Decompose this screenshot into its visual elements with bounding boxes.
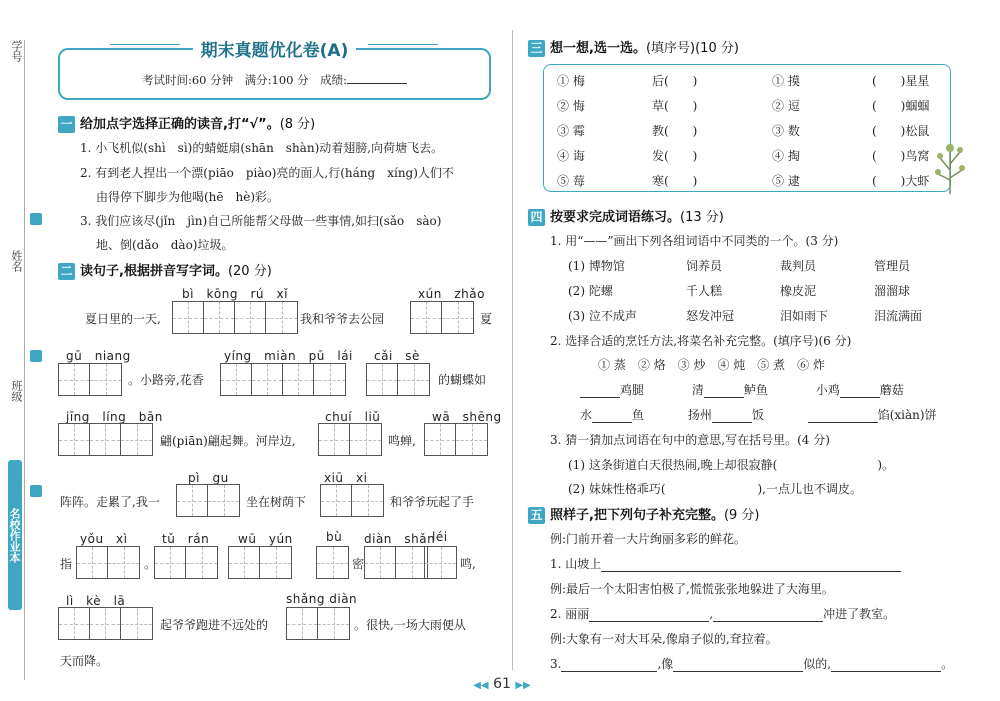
answer-blank[interactable] (713, 621, 823, 622)
passage-text: 阵阵。走累了,我一 (60, 495, 160, 509)
pinyin: tǔ rán (162, 532, 210, 546)
match-left-word: ① 梅 (557, 74, 585, 88)
word-option[interactable]: (1) 博物馆 (568, 259, 625, 273)
char-grid[interactable] (286, 607, 350, 640)
section-5-header: 五 照样子,把下列句子补充完整。(9 分) (528, 504, 760, 524)
s5-q3: 3. ,像 似的, 。 (550, 657, 954, 671)
example-sentence: 例:门前开着一大片绚丽多彩的鲜花。 (550, 532, 747, 546)
cooking-methods: ① 蒸 ② 烙 ③ 炒 ④ 炖 ⑤ 煮 ⑥ 炸 (598, 358, 825, 372)
word-option[interactable]: 泪流满面 (874, 309, 923, 323)
char-grid[interactable] (172, 301, 298, 334)
match-left-word: ④ 诲 (557, 149, 585, 163)
passage-text: 鸣蝉, (388, 434, 416, 448)
dish-row-1: 鸡腿 清 鲈鱼 小鸡 蘑菇 (580, 381, 904, 398)
match-right-blank[interactable]: ( )星星 (872, 74, 930, 88)
name-label: 姓名 (10, 250, 23, 272)
char-grid[interactable] (316, 546, 349, 579)
class-label: 班级 (10, 380, 23, 402)
passage-text: 和爷爷玩起了手 (390, 495, 475, 509)
dish-blank[interactable] (712, 422, 752, 423)
pinyin: xiū xi (324, 471, 368, 485)
s1-item-2[interactable]: 2. 有到老人捏出一个漂(piāo piào)亮的面人,行(háng xíng)人们不 (80, 166, 454, 180)
word-option[interactable]: 怒发冲冠 (686, 309, 735, 323)
pinyin: yíng miàn pū lái (224, 349, 353, 363)
s4-q3a: (1) 这条街道白天很热闹,晚上却很寂静( )。 (568, 458, 894, 472)
word-option[interactable]: (3) 泣不成声 (568, 309, 637, 323)
match-left-blank[interactable]: 后( ) (652, 74, 698, 88)
char-grid[interactable] (318, 423, 382, 456)
match-right-blank[interactable]: ( )蝈蝈 (872, 99, 930, 113)
section-3-header: 三 想一想,选一选。(填序号)(10 分) (528, 37, 739, 57)
passage-text: 天而降。 (60, 654, 109, 668)
series-label (4, 460, 44, 670)
char-grid[interactable] (58, 363, 122, 396)
passage-text: 。小路旁,花香 (128, 373, 204, 387)
match-right-word: ③ 数 (772, 124, 800, 138)
dish-row-2: 水 鱼 扬州 饭 馅(xiàn)饼 (580, 408, 937, 422)
match-right-word: ② 逗 (772, 99, 800, 113)
column-divider (512, 30, 513, 670)
pinyin: shǎng diàn (286, 592, 358, 606)
match-right-word: ④ 掏 (772, 149, 800, 163)
char-grid[interactable] (364, 546, 428, 579)
passage-text: 的蝴蝶如 (438, 373, 487, 387)
section-4-header: 四 按要求完成词语练习。(13 分) (528, 206, 724, 226)
passage-text: 起爷爷跑进不远处的 (160, 618, 269, 632)
s4-q1: 1. 用“——”画出下列各组词语中不同类的一个。(3 分) (550, 234, 839, 248)
pinyin: lì kè lā (66, 594, 126, 608)
score-blank[interactable] (347, 74, 407, 84)
passage-text: 翩(piān)翩起舞。河岸边, (160, 434, 296, 448)
s1-item-3[interactable]: 3. 我们应该尽(jǐn jìn)自己所能帮父母做一些事情,如扫(sǎo sào) (80, 214, 442, 228)
s4-q3: 3. 猜一猜加点词语在句中的意思,写在括号里。(4 分) (550, 433, 830, 447)
section-2-header: 二 读句子,根据拼音写字词。(20 分) (58, 260, 272, 280)
pinyin: wā shēng (432, 410, 502, 424)
section-1-header: 一 给加点字选择正确的读音,打“√”。(8 分) (58, 113, 315, 133)
char-grid[interactable] (366, 363, 430, 396)
pinyin: bù (326, 530, 343, 544)
dish-blank[interactable] (704, 397, 744, 398)
pinyin: xún zhǎo (418, 287, 485, 301)
s5-q1: 1. 山坡上 (550, 555, 901, 572)
pinyin: pì gu (188, 471, 229, 485)
passage-text: 夏日里的一天, (85, 312, 161, 326)
char-grid[interactable] (228, 546, 292, 579)
dish-blank[interactable] (808, 422, 878, 423)
series-name: 名校作业本 (8, 460, 22, 610)
char-grid[interactable] (154, 546, 218, 579)
s1-item-3-cont[interactable]: 地、倒(dǎo dào)垃圾。 (96, 238, 234, 252)
match-left-word: ③ 霉 (557, 124, 585, 138)
page-title: 期末真题优化卷(A) (58, 36, 491, 61)
match-left-blank[interactable]: 寒( ) (652, 174, 698, 188)
plant-illustration (930, 130, 970, 194)
pinyin: jīng líng bān (66, 410, 163, 424)
pinyin: léi (432, 530, 448, 544)
dish-blank[interactable] (592, 422, 632, 423)
passage-text: 密 (352, 557, 365, 571)
page-number: ◀◀ 61 ▶▶ (473, 676, 531, 692)
match-left-word: ⑤ 莓 (557, 174, 585, 188)
dish-blank[interactable] (840, 397, 880, 398)
char-grid[interactable] (76, 546, 140, 579)
char-grid[interactable] (424, 546, 457, 579)
passage-text: 夏 (480, 312, 493, 326)
pinyin: chuí liǔ (325, 410, 381, 424)
pinyin: wū yún (238, 532, 293, 546)
s4-q2: 2. 选择合适的烹饪方法,将菜名补充完整。(填序号)(6 分) (550, 334, 852, 348)
word-option[interactable]: 管理员 (874, 259, 911, 273)
word-option[interactable]: 泪如雨下 (780, 309, 829, 323)
answer-blank[interactable] (561, 671, 657, 672)
char-grid[interactable] (220, 363, 346, 396)
word-option[interactable]: 饲养员 (686, 259, 723, 273)
pinyin: gū niang (66, 349, 131, 363)
word-option[interactable]: 溜溜球 (874, 284, 911, 298)
match-right-blank[interactable]: ( )鸟窝 (872, 149, 930, 163)
margin-marker (30, 213, 42, 225)
s4-q3b: (2) 妹妹性格乖巧( ),一点儿也不调皮。 (568, 482, 862, 496)
match-right-word: ① 摸 (772, 74, 800, 88)
word-option[interactable]: 千人糕 (686, 284, 723, 298)
answer-blank[interactable] (601, 571, 901, 572)
passage-text: 指 (60, 557, 73, 571)
passage-text: 我和爷爷去公园 (300, 312, 385, 326)
match-left-blank[interactable]: 发( ) (652, 149, 698, 163)
pinyin: bì kōng rú xǐ (182, 287, 288, 301)
prev-arrow-icon: ◀◀ (473, 680, 489, 691)
char-grid[interactable] (58, 423, 153, 456)
next-arrow-icon: ▶▶ (515, 680, 531, 691)
passage-text: 。 (144, 557, 157, 571)
pinyin: cǎi sè (374, 349, 420, 363)
char-grid[interactable] (410, 301, 474, 334)
answer-blank[interactable] (589, 621, 709, 622)
match-right-blank[interactable]: ( )松鼠 (872, 124, 930, 138)
s5-q2: 2. 丽丽 , 冲进了教室。 (550, 607, 896, 621)
word-option[interactable]: (2) 陀螺 (568, 284, 613, 298)
char-grid[interactable] (320, 484, 384, 517)
margin-marker (30, 350, 42, 362)
s1-item-2-cont[interactable]: 由得停下脚步为他喝(hē hè)彩。 (96, 190, 280, 204)
match-right-word: ⑤ 逮 (772, 174, 800, 188)
match-right-blank[interactable]: ( )大虾 (872, 174, 930, 188)
passage-text: 。很快,一场大雨便从 (354, 618, 466, 632)
answer-blank[interactable] (673, 671, 803, 672)
s1-item-1[interactable]: 1. 小飞机似(shì sì)的蜻蜓扇(shān shàn)动着翅膀,向荷塘飞去。 (80, 141, 444, 155)
pinyin: diàn shǎn (364, 532, 436, 546)
seat-number-label: 学号 (10, 40, 23, 62)
word-option[interactable]: 橡皮泥 (780, 284, 817, 298)
answer-blank[interactable] (831, 671, 941, 672)
match-left-blank[interactable]: 教( ) (652, 124, 698, 138)
example-sentence: 例:大象有一对大耳朵,像扇子似的,耷拉着。 (550, 632, 778, 646)
char-grid[interactable] (58, 607, 153, 640)
pinyin: yǒu xì (80, 532, 128, 546)
passage-text: 鸣, (460, 557, 476, 571)
example-sentence: 例:最后一个太阳害怕极了,慌慌张张地躲进了大海里。 (550, 582, 834, 596)
char-grid[interactable] (176, 484, 240, 517)
char-grid[interactable] (424, 423, 488, 456)
match-left-blank[interactable]: 草( ) (652, 99, 698, 113)
dish-blank[interactable] (580, 397, 620, 398)
word-option[interactable]: 裁判员 (780, 259, 817, 273)
exam-info: 考试时间:60 分钟 满分:100 分 成绩: (58, 72, 491, 88)
match-left-word: ② 悔 (557, 99, 585, 113)
passage-text: 坐在树荫下 (246, 495, 307, 509)
